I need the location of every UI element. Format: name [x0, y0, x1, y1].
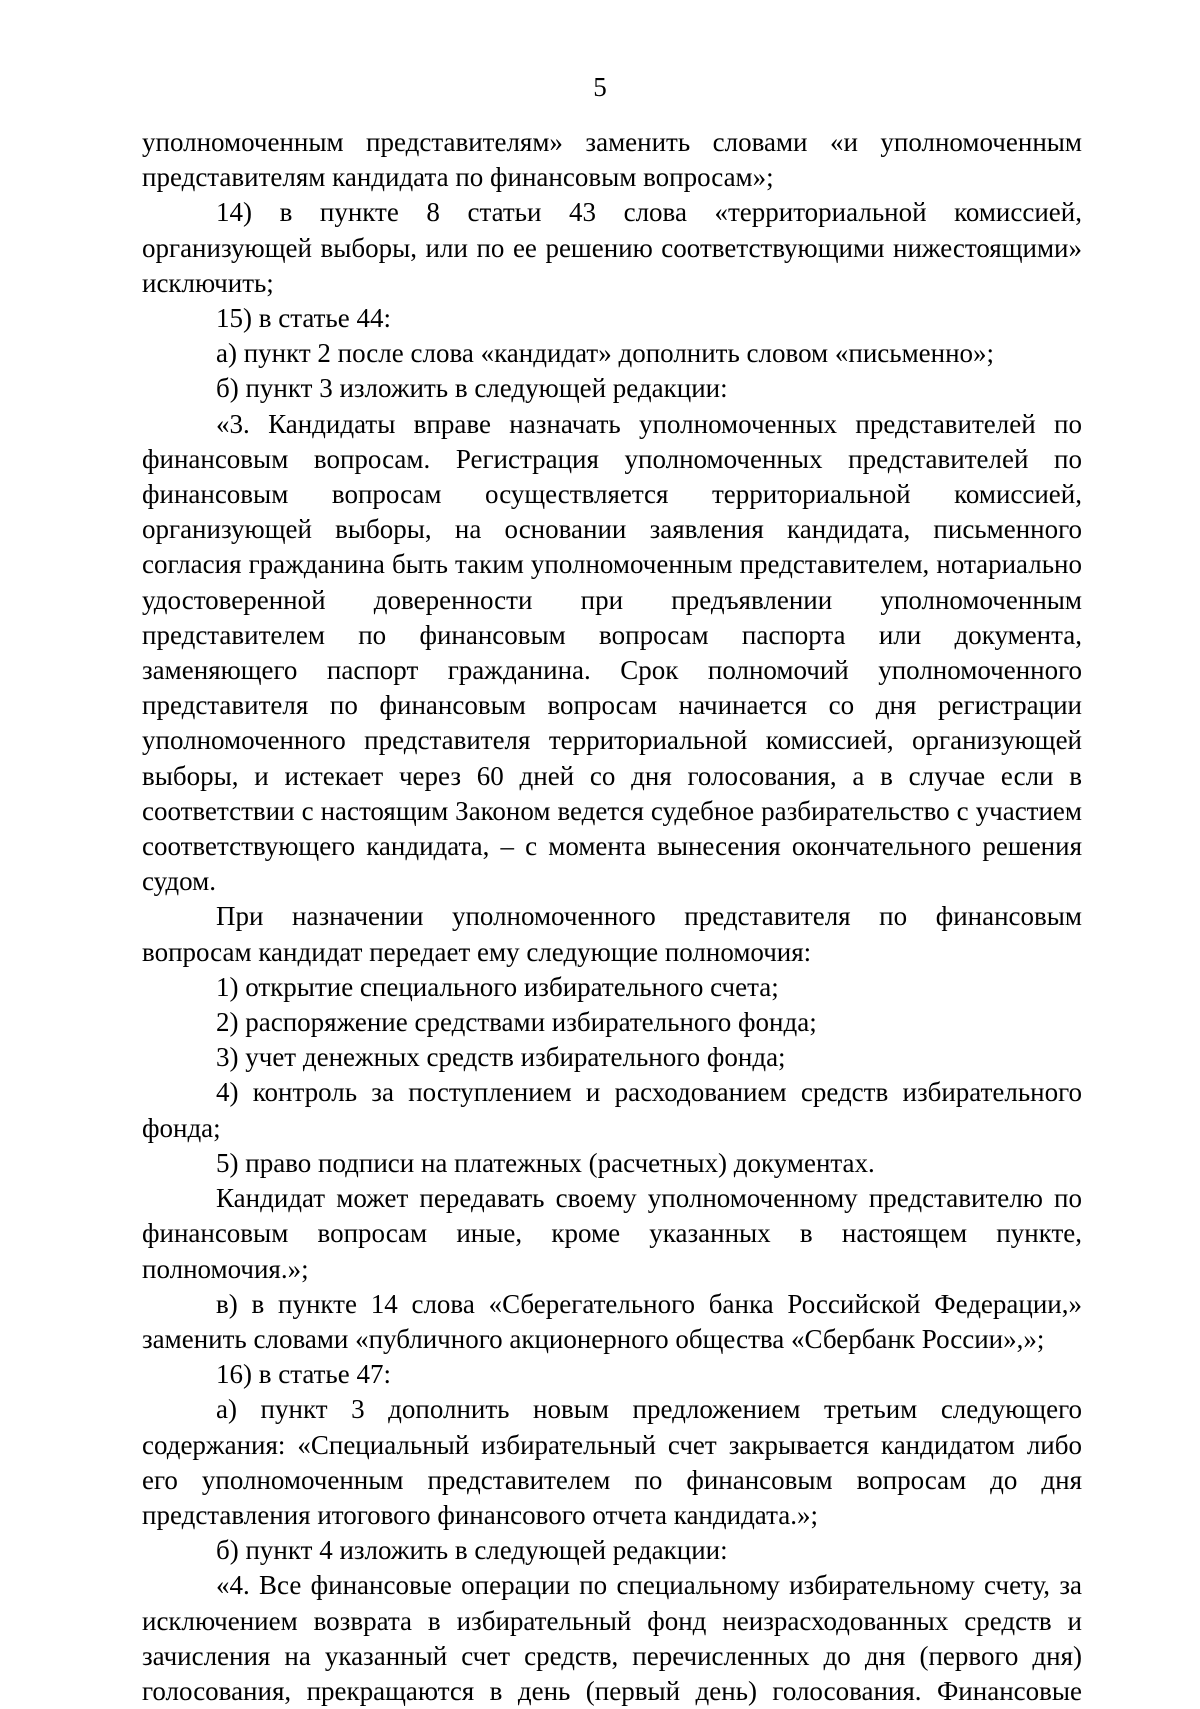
paragraph: Кандидат может передавать своему уполномоченному представителю по финансовым вопросам иные, кроме указанных в настоящем пункте, полномочия.»; [142, 1183, 1082, 1284]
paragraph: 5) право подписи на платежных (расчетных) документах. [216, 1147, 875, 1178]
paragraph: 15) в статье 44: [216, 303, 391, 334]
paragraph: в) в пункте 14 слова «Сберегательного банка Российской Федерации,» заменить словами «публичного акционерного общества «Сбербанк России»,»; [142, 1288, 1082, 1354]
paragraph: 16) в статье 47: [216, 1359, 391, 1390]
document-body [142, 125, 1082, 1709]
paragraph: а) пункт 2 после слова «кандидат» дополнить словом «письменно»; [216, 338, 995, 369]
paragraph: б) пункт 4 изложить в следующей редакции: [216, 1535, 728, 1566]
paragraph: «3. Кандидаты вправе назначать уполномоченных представителей по финансовым вопросам. Регистрация уполномоченных представителей по финансовым вопросам осуществляется территориальной комиссией, организующей выборы, на основании заявления кандидата, письменного согласия гражданина быть таким уполномоченным представителем, нотариально удостоверенной доверенности при предъявлении уполномоченным представителем по финансовым вопросам паспорта или документа, заменяющего паспорт гражданина. Срок полномочий уполномоченного представителя по финансовым вопросам начинается со дня регистрации уполномоченного представителя территориальной комиссией, организующей выборы, и истекает через 60 дней со дня голосования, а в случае если в соответствии с настоящим Законом ведется судебное разбирательство с участием соответствующего кандидата, – с момента вынесения окончательного решения судом. [142, 408, 1082, 897]
paragraph: 3) учет денежных средств избирательного фонда; [216, 1042, 786, 1073]
paragraph: 2) распоряжение средствами избирательного фонда; [216, 1007, 817, 1038]
page-number: 5 [593, 72, 607, 102]
paragraph: уполномоченным представителям» заменить словами «и уполномоченным представителям кандидата по финансовым вопросам»; [142, 127, 1082, 193]
paragraph: При назначении уполномоченного представителя по финансовым вопросам кандидат передает ему следующие полномочия: [142, 901, 1082, 967]
paragraph: б) пункт 3 изложить в следующей редакции: [216, 373, 728, 404]
paragraph: а) пункт 3 дополнить новым предложением третьим следующего содержания: «Специальный избирательный счет закрывается кандидатом либо его уполномоченным представителем по финансовым вопросам до дня представления итогового финансового отчета кандидата.»; [142, 1394, 1082, 1530]
paragraph: 14) в пункте 8 статьи 43 слова «территориальной комиссией, организующей выборы, или по ее решению соответствующими нижестоящими» исключить; [142, 197, 1082, 298]
paragraph: 1) открытие специального избирательного счета; [216, 971, 779, 1002]
paragraph: 4) контроль за поступлением и расходованием средств избирательного фонда; [142, 1077, 1082, 1143]
paragraph: «4. Все финансовые операции по специальному избирательному счету, за исключением возврата в избирательный фонд неизрасходованных средств и зачисления на указанный счет средств, перечисленных до дня (первого дня) голосования, прекращаются в день (первый день) голосования. Финансовые [142, 1570, 1082, 1706]
